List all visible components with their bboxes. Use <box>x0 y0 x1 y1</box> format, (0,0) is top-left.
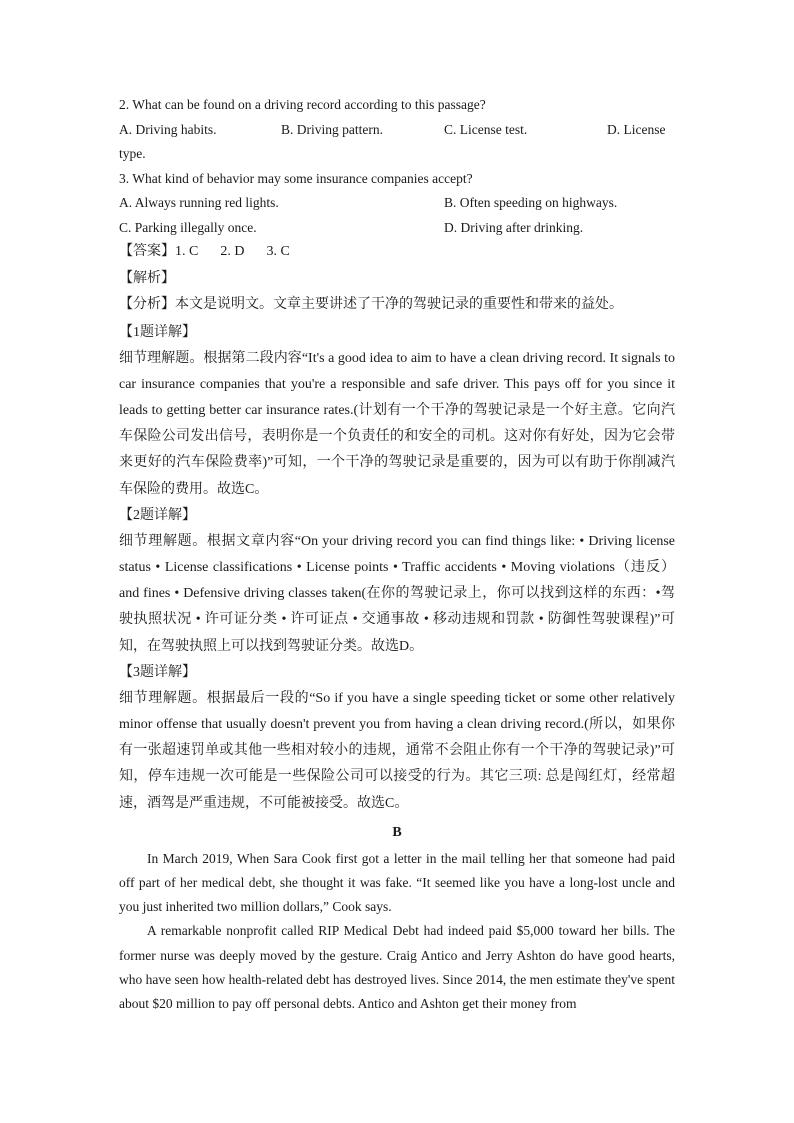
answer-2: 2. D <box>220 244 245 259</box>
q2-option-c: C. License test. <box>444 121 528 137</box>
answer-label: 【答案】 <box>119 244 175 259</box>
q2-option-d-wrap: type. <box>119 146 146 161</box>
analysis-label: 【解析】 <box>119 270 175 286</box>
question-2-options <box>119 118 675 143</box>
detail-2-text: 细节理解题。根据文章内容“On your driving record you can find things like: • Driving license status • License classifications • License points • Traffic accidents • Moving violations（违反）and fines • Defensive driving classes taken(在你的驾驶记录上，你可以找到这样的东西：•驾驶执照状况 • 许可证分类 • 许可证点 • 交通事故 • 移动违规和罚款 • 防御性驾驶课程)”可知，在驾驶执照上可以找到驾驶证分类。故选D。 <box>119 533 675 654</box>
q3-option-c: C. Parking illegally once. <box>119 219 257 235</box>
answer-1: 1. C <box>175 244 199 259</box>
q3-option-a: A. Always running red lights. <box>119 195 279 210</box>
question-2: 2. What can be found on a driving record according to this passage? <box>119 97 486 112</box>
q2-option-a: A. Driving habits. <box>119 121 217 137</box>
q2-option-d: D. License <box>607 121 666 137</box>
section-b-heading: B <box>392 824 402 840</box>
q2-option-b: B. Driving pattern. <box>281 121 383 137</box>
q3-option-b: B. Often speeding on highways. <box>444 195 618 210</box>
analysis-overview: 【分析】本文是说明文。文章主要讲述了干净的驾驶记录的重要性和带来的益处。 <box>119 297 623 312</box>
passage-paragraph-1: In March 2019, When Sara Cook first got a letter in the mail telling her that someone had paid off part of her medical debt, she thought it was fake. “It seemed like you have a long-lost uncle and you just inherited two million dollars,” Cook says. <box>119 850 675 915</box>
detail-1-text: 细节理解题。根据第二段内容“It's a good idea to aim to have a clean driving record. It signals to car insurance companies that you're a responsible and safe driver. This pays off for you since it leads to getting better car insurance rates.(计划有一个干净的驾驶记录是一个好主意。它向汽车保险公司发出信号，表明你是一个负责任的和安全的司机。这对你有好处，因为它会带来更好的汽车保险费率)”可知，一个干净的驾驶记录是重要的，因为可以有助于你削减汽车保险的费用。故选C。 <box>119 350 675 497</box>
answer-3: 3. C <box>266 244 290 259</box>
detail-2-heading: 【2题详解】 <box>119 507 196 523</box>
question-3: 3. What kind of behavior may some insurance companies accept? <box>119 170 473 186</box>
document-content <box>119 93 675 1016</box>
detail-1-heading: 【1题详解】 <box>119 324 196 340</box>
passage-paragraph-2: A remarkable nonprofit called RIP Medical Debt had indeed paid $5,000 toward her bills. The former nurse was deeply moved by the gesture. Craig Antico and Jerry Ashton do have good hearts, who have seen how health-related debt has destroyed lives. Since 2014, the men estimate they've spent about $20 million to pay off personal debts. Antico and Ashton get their money from <box>119 923 675 1011</box>
question-3-options-row1 <box>119 191 675 216</box>
question-3-options-row2 <box>119 216 675 241</box>
detail-3-heading: 【3题详解】 <box>119 664 196 680</box>
detail-3-text: 细节理解题。根据最后一段的“So if you have a single speeding ticket or some other relatively minor offense that usually doesn't prevent you from having a clean driving record.(所以，如果你有一张超速罚单或其他一些相对较小的违规，通常不会阻止你有一个干净的驾驶记录)”可知，停车违规一次可能是一些保险公司可以接受的行为。其它三项: 总是闯红灯，经常超速，酒驾是严重违规，不可能被接受。故选C。 <box>119 690 675 811</box>
answer-line <box>119 240 675 265</box>
q3-option-d: D. Driving after drinking. <box>444 219 584 235</box>
